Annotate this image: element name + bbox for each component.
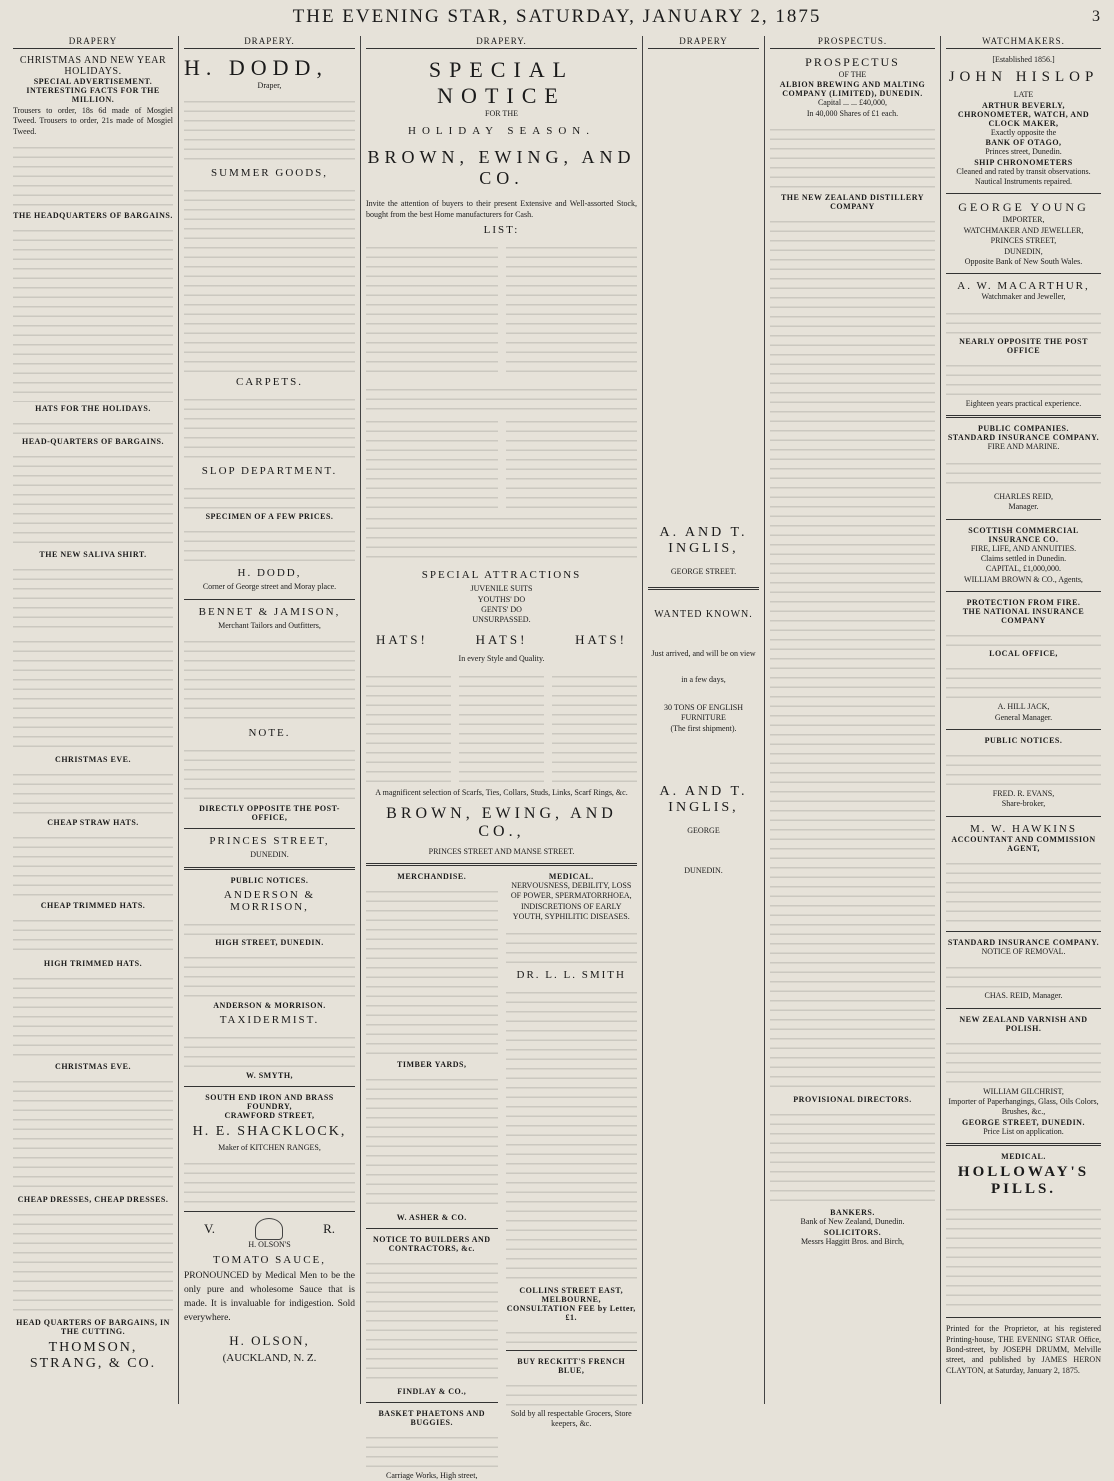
carriage-works: Carriage Works, High street, — [386, 1471, 478, 1481]
masthead — [6, 4, 1108, 30]
dodd-footer: H. DODD, — [237, 567, 302, 580]
column-head: WATCHMAKERS. — [946, 36, 1101, 49]
invite-text: Invite the attention of buyers to their present Extensive and Well-assorted Stock, bought from the best Home manufacturers for Cash. — [366, 199, 637, 219]
anderson-address: HIGH STREET, DUNEDIN. — [215, 937, 324, 947]
text-block — [946, 357, 1101, 397]
text-block — [184, 916, 355, 936]
section-heading: TAXIDERMIST. — [219, 1013, 320, 1026]
text-block — [946, 855, 1101, 925]
hislop-title: JOHN HISLOP — [948, 69, 1099, 86]
distillery-title: THE NEW ZEALAND DISTILLERY COMPANY — [780, 193, 925, 212]
local-office: LOCAL OFFICE, — [989, 649, 1058, 659]
price-list — [184, 523, 355, 563]
national-insurance: THE NATIONAL INSURANCE COMPANY — [962, 607, 1085, 626]
findlay: FINDLAY & CO., — [397, 1387, 467, 1397]
dr-smith: DR. L. L. SMITH — [516, 968, 626, 981]
claims: Claims settled in Dunedin. — [980, 553, 1067, 563]
hats-left: HATS! — [376, 631, 428, 647]
text-block — [506, 925, 638, 965]
manager: Manager. — [1008, 502, 1039, 512]
holiday-season: HOLIDAY SEASON. — [408, 125, 595, 138]
section-heading: CHRISTMAS EVE. — [55, 755, 131, 765]
text-block — [946, 1035, 1101, 1085]
column-head: PROSPECTUS. — [770, 36, 935, 49]
text-block — [13, 1073, 173, 1193]
section-heading: CARPETS. — [235, 376, 304, 389]
tomato-sauce-title: TOMATO SAUCE, — [213, 1254, 326, 1267]
princes-manse: PRINCES STREET AND MANSE STREET. — [428, 846, 575, 856]
text-block — [366, 1255, 498, 1385]
text-block — [184, 949, 355, 999]
auckland: (AUCKLAND, N. Z. — [222, 1352, 317, 1365]
text-block — [506, 1377, 638, 1407]
text-block — [366, 381, 637, 411]
section-heading: HATS FOR THE HOLIDAYS. — [35, 404, 151, 414]
text-block — [13, 561, 173, 631]
list-heading: LIST: — [483, 224, 520, 237]
unsurpassed: UNSURPASSED. — [472, 615, 531, 625]
inglis-title-1: A. AND T. INGLIS, — [659, 525, 748, 556]
text-block — [184, 633, 355, 723]
section-heading: CHEAP DRESSES, CHEAP DRESSES. — [17, 1195, 169, 1205]
column-prospectus — [764, 36, 940, 1404]
text-block — [184, 93, 355, 163]
builders-notice: NOTICE TO BUILDERS AND CONTRACTORS, &c. — [372, 1235, 491, 1254]
foundry-title: SOUTH END IRON AND BRASS FOUNDRY, — [205, 1092, 334, 1111]
section-heading: HIGH TRIMMED HATS. — [43, 959, 143, 969]
for-the: FOR THE — [485, 109, 518, 118]
timber-yards: TIMBER YARDS, — [397, 1060, 467, 1070]
reckitt-blue: BUY RECKITT'S FRENCH BLUE, — [517, 1356, 626, 1375]
column-drapery-4 — [642, 36, 764, 1404]
column-head: DRAPERY. — [366, 36, 637, 49]
text-block — [13, 1206, 173, 1316]
fire-marine: FIRE AND MARINE. — [987, 442, 1060, 452]
george-young-title: GEORGE YOUNG — [958, 200, 1089, 215]
directors-list — [770, 1106, 935, 1206]
text-block — [184, 1029, 355, 1069]
column-drapery-2 — [178, 36, 360, 1404]
ad-subtitle: SPECIAL ADVERTISEMENT. INTERESTING FACTS FOR THE MILLION. — [26, 77, 160, 104]
haggitt: Messrs Haggitt Bros. and Birch, — [800, 1236, 905, 1246]
juvenile-suits: JUVENILE SUITS — [470, 584, 533, 594]
hats-center: HATS! — [475, 631, 528, 647]
public-companies: PUBLIC COMPANIES. — [977, 424, 1070, 434]
text-block — [184, 1155, 355, 1205]
collins-street: COLLINS STREET EAST, MELBOURNE, — [519, 1285, 624, 1304]
ship-subtitle: Cleaned and rated by transit observations. Nautical Instruments repaired. — [956, 166, 1091, 187]
masthead-title: THE EVENING STAR, SATURDAY, JANUARY 2, 1875 — [292, 6, 822, 27]
text-block — [506, 1324, 638, 1344]
of-the: OF THE — [838, 70, 867, 79]
inglis-title-2: A. AND T. INGLIS, — [659, 784, 748, 816]
gents: GENTS' DO — [481, 605, 522, 615]
scarfs-text: A magnificent selection of Scarfs, Ties, Collars, Studs, Links, Scarf Rings, &c. — [375, 788, 628, 798]
text-block — [366, 1429, 498, 1469]
section-heading: CHEAP TRIMMED HATS. — [40, 901, 146, 911]
ad-intro: Trousers to order, 18s 6d made of Mosgiel Tweed. Trousers to order, 21s made of Mosgiel Tweed. — [13, 106, 173, 136]
bennet-title: BENNET & JAMISON, — [198, 605, 341, 618]
section-heading: NOTE. — [248, 727, 291, 740]
price-list — [184, 391, 355, 461]
george-2: GEORGE — [687, 826, 720, 836]
vr-right: R. — [323, 1221, 335, 1237]
smyth: W. SMYTH, — [245, 1070, 294, 1080]
provisional-directors: PROVISIONAL DIRECTORS. — [793, 1095, 912, 1105]
capital-6: CAPITAL, £1,000,000. — [985, 564, 1062, 574]
column-head: DRAPERY — [648, 36, 759, 49]
price-list — [13, 222, 173, 402]
text-block — [366, 1071, 498, 1211]
nearly-opposite: NEARLY OPPOSITE THE POST OFFICE — [959, 336, 1088, 355]
special-attractions: SPECIAL ATTRACTIONS — [421, 569, 582, 582]
section-heading: THE HEADQUARTERS OF BARGAINS. — [13, 211, 173, 221]
late: LATE — [1013, 90, 1034, 100]
general-manager: General Manager. — [994, 712, 1053, 722]
dodd-title: H. DODD, — [184, 55, 328, 80]
dunedin-4: DUNEDIN. — [684, 866, 723, 876]
section-heading: SPECIMEN OF A FEW PRICES. — [205, 512, 334, 522]
text-block — [184, 480, 355, 510]
text-block — [946, 660, 1101, 700]
every-style: In every Style and Quality. — [458, 653, 545, 663]
text-block — [770, 213, 935, 1093]
olson-small: H. OLSON'S — [248, 1240, 291, 1250]
crawford-street: CRAWFORD STREET, — [224, 1110, 315, 1120]
just-arrived: Just arrived, and will be on view in a few days, — [651, 648, 756, 684]
text-block — [946, 305, 1101, 335]
bankers: BANKERS. — [830, 1208, 875, 1218]
opposite-nsw: Opposite Bank of New South Wales. — [964, 257, 1083, 267]
scottish-commercial: SCOTTISH COMMERCIAL INSURANCE CO. — [968, 525, 1079, 544]
bank-otago: BANK OF OTAGO, — [985, 138, 1062, 148]
text-block — [184, 182, 355, 372]
asher-footer: W. ASHER & CO. — [396, 1213, 467, 1223]
princes-street-young: PRINCES STREET, — [990, 236, 1057, 246]
accountant: ACCOUNTANT AND COMMISSION AGENT, — [951, 834, 1096, 853]
youths: YOUTHS' DO — [477, 594, 526, 604]
chas-reid: CHAS. REID, Manager. — [984, 991, 1063, 1001]
george-street-1: GEORGE STREET. — [670, 567, 737, 576]
gilchrist: WILLIAM GILCHRIST, — [983, 1086, 1064, 1096]
sharebroker: Share-broker, — [1001, 799, 1046, 809]
solicitors: SOLICITORS. — [823, 1227, 882, 1237]
section-heading: CHEAP STRAW HATS. — [47, 818, 139, 828]
text-block — [946, 959, 1101, 989]
text-block — [770, 121, 935, 191]
columns — [8, 36, 1106, 1481]
section-heading: SUMMER GOODS, — [210, 167, 329, 180]
text-block — [184, 742, 355, 802]
page-number: 3 — [1092, 8, 1102, 25]
text-block — [13, 766, 173, 816]
gilchrist-subtitle: Importer of Paperhangings, Glass, Oils Colors, Brushes, &c., — [948, 1096, 1099, 1117]
brown-ewing-footer: BROWN, EWING, AND CO., — [386, 804, 617, 840]
printer-imprint: Printed for the Proprietor, at his registered Printing-house, THE EVENING STAR Office, Bond-street, by JOSEPH DRUMM, Melville street, and published by JAMES HERON CLAYTON, at Saturday, January 2, 1875. — [946, 1324, 1101, 1375]
consultation-fee: CONSULTATION FEE by Letter, £1. — [506, 1303, 636, 1322]
protection-from-fire: PROTECTION FROM FIRE. — [966, 598, 1081, 608]
ad-title: CHRISTMAS AND NEW YEAR HOLIDAYS. — [19, 55, 167, 77]
section-heading: HEAD QUARTERS OF BARGAINS, IN THE CUTTING. — [16, 1318, 170, 1337]
bennet-subtitle: Merchant Tailors and Outfitters, — [218, 620, 321, 630]
section-heading: HEAD-QUARTERS OF BARGAINS. — [22, 437, 164, 447]
sold-by: Sold by all respectable Grocers, Store keepers, &c. — [510, 1408, 632, 1429]
notice-removal: NOTICE OF REMOVAL. — [981, 946, 1066, 956]
standard-insurance: STANDARD INSURANCE COMPANY. — [947, 433, 1100, 443]
ship-chronometers: SHIP CHRONOMETERS — [974, 157, 1073, 167]
ad-footer: THOMSON, STRANG, & CO. — [29, 1340, 157, 1372]
holloway-pills: HOLLOWAY'S PILLS. — [957, 1164, 1090, 1198]
text-block — [506, 984, 638, 1284]
text-block — [366, 883, 498, 1058]
brown-ewing-title: BROWN, EWING, AND CO. — [367, 147, 636, 189]
dodd-subtitle: Draper, — [257, 81, 282, 90]
column-drapery-1 — [8, 36, 178, 1404]
albion-title: ALBION BREWING AND MALTING COMPANY (LIMITED), DUNEDIN. — [779, 80, 926, 99]
price-list — [13, 633, 173, 753]
olson-title: H. OLSON, — [229, 1333, 310, 1349]
section-heading: SLOP DEPARTMENT. — [201, 465, 338, 478]
public-notices-6: PUBLIC NOTICES. — [984, 735, 1063, 745]
established: [Established 1856.] — [992, 55, 1055, 64]
basket-phaetons: BASKET PHAETONS AND BUGGIES. — [378, 1409, 486, 1428]
goods-list — [366, 239, 637, 379]
merchandise-head: MERCHANDISE. — [397, 872, 467, 882]
watchmaker-jeweller: WATCHMAKER AND JEWELLER, — [963, 225, 1084, 235]
nervousness: NERVOUSNESS, DEBILITY, LOSS OF POWER, SPERMATORRHOEA, INDISCRETIONS OF EARLY YOUTH, SYPHILITIC DISEASES. — [510, 881, 632, 922]
price-list — [13, 448, 173, 548]
eighteen-years: Eighteen years practical experience. — [965, 398, 1082, 408]
importer: IMPORTER, — [1002, 215, 1045, 225]
section-heading: PUBLIC NOTICES. — [230, 875, 309, 885]
standard-insurance-2: STANDARD INSURANCE COMPANY. — [947, 937, 1100, 947]
royal-crest-icon — [255, 1218, 283, 1240]
macarthur-subtitle: Watchmaker and Jeweller, — [981, 292, 1066, 302]
medical-6: MEDICAL. — [1001, 1152, 1046, 1162]
special-notice-title: SPECIAL NOTICE — [428, 57, 575, 108]
text-block — [13, 912, 173, 957]
text-block — [946, 455, 1101, 490]
fred-evans: FRED. R. EVANS, — [992, 788, 1055, 798]
macarthur-title: A. W. MACARTHUR, — [957, 280, 1090, 293]
princes-street: PRINCES STREET, — [209, 835, 330, 848]
column-head: DRAPERY — [13, 36, 173, 49]
tons-furniture: 30 TONS OF ENGLISH FURNITURE — [663, 702, 744, 723]
goods-list — [366, 668, 637, 788]
opposite: Exactly opposite the — [990, 127, 1057, 137]
column-watchmakers — [940, 36, 1106, 1404]
hats-right: HATS! — [575, 631, 627, 647]
beverly: ARTHUR BEVERLY, — [981, 100, 1066, 110]
dunedin: DUNEDIN. — [250, 850, 289, 860]
medical-head: MEDICAL. — [548, 872, 594, 882]
vr-left: V. — [204, 1221, 215, 1237]
george-street-dunedin: GEORGE STREET, DUNEDIN. — [962, 1117, 1085, 1127]
text-block — [13, 139, 173, 209]
first-shipment: (The first shipment). — [670, 723, 737, 733]
price-list — [13, 970, 173, 1060]
text-block — [946, 747, 1101, 787]
text-block — [946, 1201, 1101, 1311]
capital: Capital ... ... £40,000, — [817, 98, 888, 108]
merchandise-column — [366, 872, 498, 1481]
column-drapery-3 — [360, 36, 642, 1481]
medical-column — [506, 872, 638, 1481]
bennet-address: DIRECTLY OPPOSITE THE POST-OFFICE, — [199, 804, 340, 823]
text-block — [366, 510, 637, 565]
hill-jack: A. HILL JACK, — [997, 702, 1050, 712]
chronometer-maker: CHRONOMETER, WATCH, AND CLOCK MAKER, — [957, 109, 1090, 128]
wanted-known: WANTED KNOWN. — [654, 609, 753, 621]
text-block — [946, 627, 1101, 647]
princes-street-6: Princes street, Dunedin. — [985, 147, 1062, 157]
fire-life: FIRE, LIFE, AND ANNUITIES. — [970, 543, 1077, 553]
column-head: DRAPERY. — [184, 36, 355, 49]
goods-list — [366, 413, 637, 508]
shacklock-subtitle: Maker of KITCHEN RANGES, — [218, 1142, 321, 1152]
tomato-text: PRONOUNCED by Medical Men to be the only pure and wholesome Sauce that is made. It is invaluable for indigestion. Sold everywhere. — [184, 1271, 355, 1324]
nz-varnish: NEW ZEALAND VARNISH AND POLISH. — [959, 1014, 1088, 1033]
section-heading: CHRISTMAS EVE. — [55, 1062, 131, 1072]
shares: In 40,000 Shares of £1 each. — [806, 108, 899, 118]
price-list: Price List on application. — [983, 1126, 1064, 1136]
dodd-address: Corner of George street and Moray place. — [202, 582, 337, 592]
text-block — [13, 415, 173, 435]
wm-brown: WILLIAM BROWN & CO., Agents, — [964, 574, 1083, 584]
anderson-title: ANDERSON & MORRISON, — [223, 888, 316, 913]
section-heading: THE NEW SALIVA SHIRT. — [39, 550, 147, 560]
hawkins-title: M. W. HAWKINS — [969, 822, 1077, 835]
charles-reid: CHARLES REID, — [993, 491, 1054, 501]
anderson-footer: ANDERSON & MORRISON. — [213, 1000, 326, 1010]
shacklock-title: H. E. SHACKLOCK, — [192, 1123, 347, 1139]
prospectus-title: PROSPECTUS — [805, 55, 900, 69]
text-block — [13, 829, 173, 899]
bank: Bank of New Zealand, Dunedin. — [800, 1217, 905, 1227]
dunedin-6: DUNEDIN, — [1004, 246, 1043, 256]
